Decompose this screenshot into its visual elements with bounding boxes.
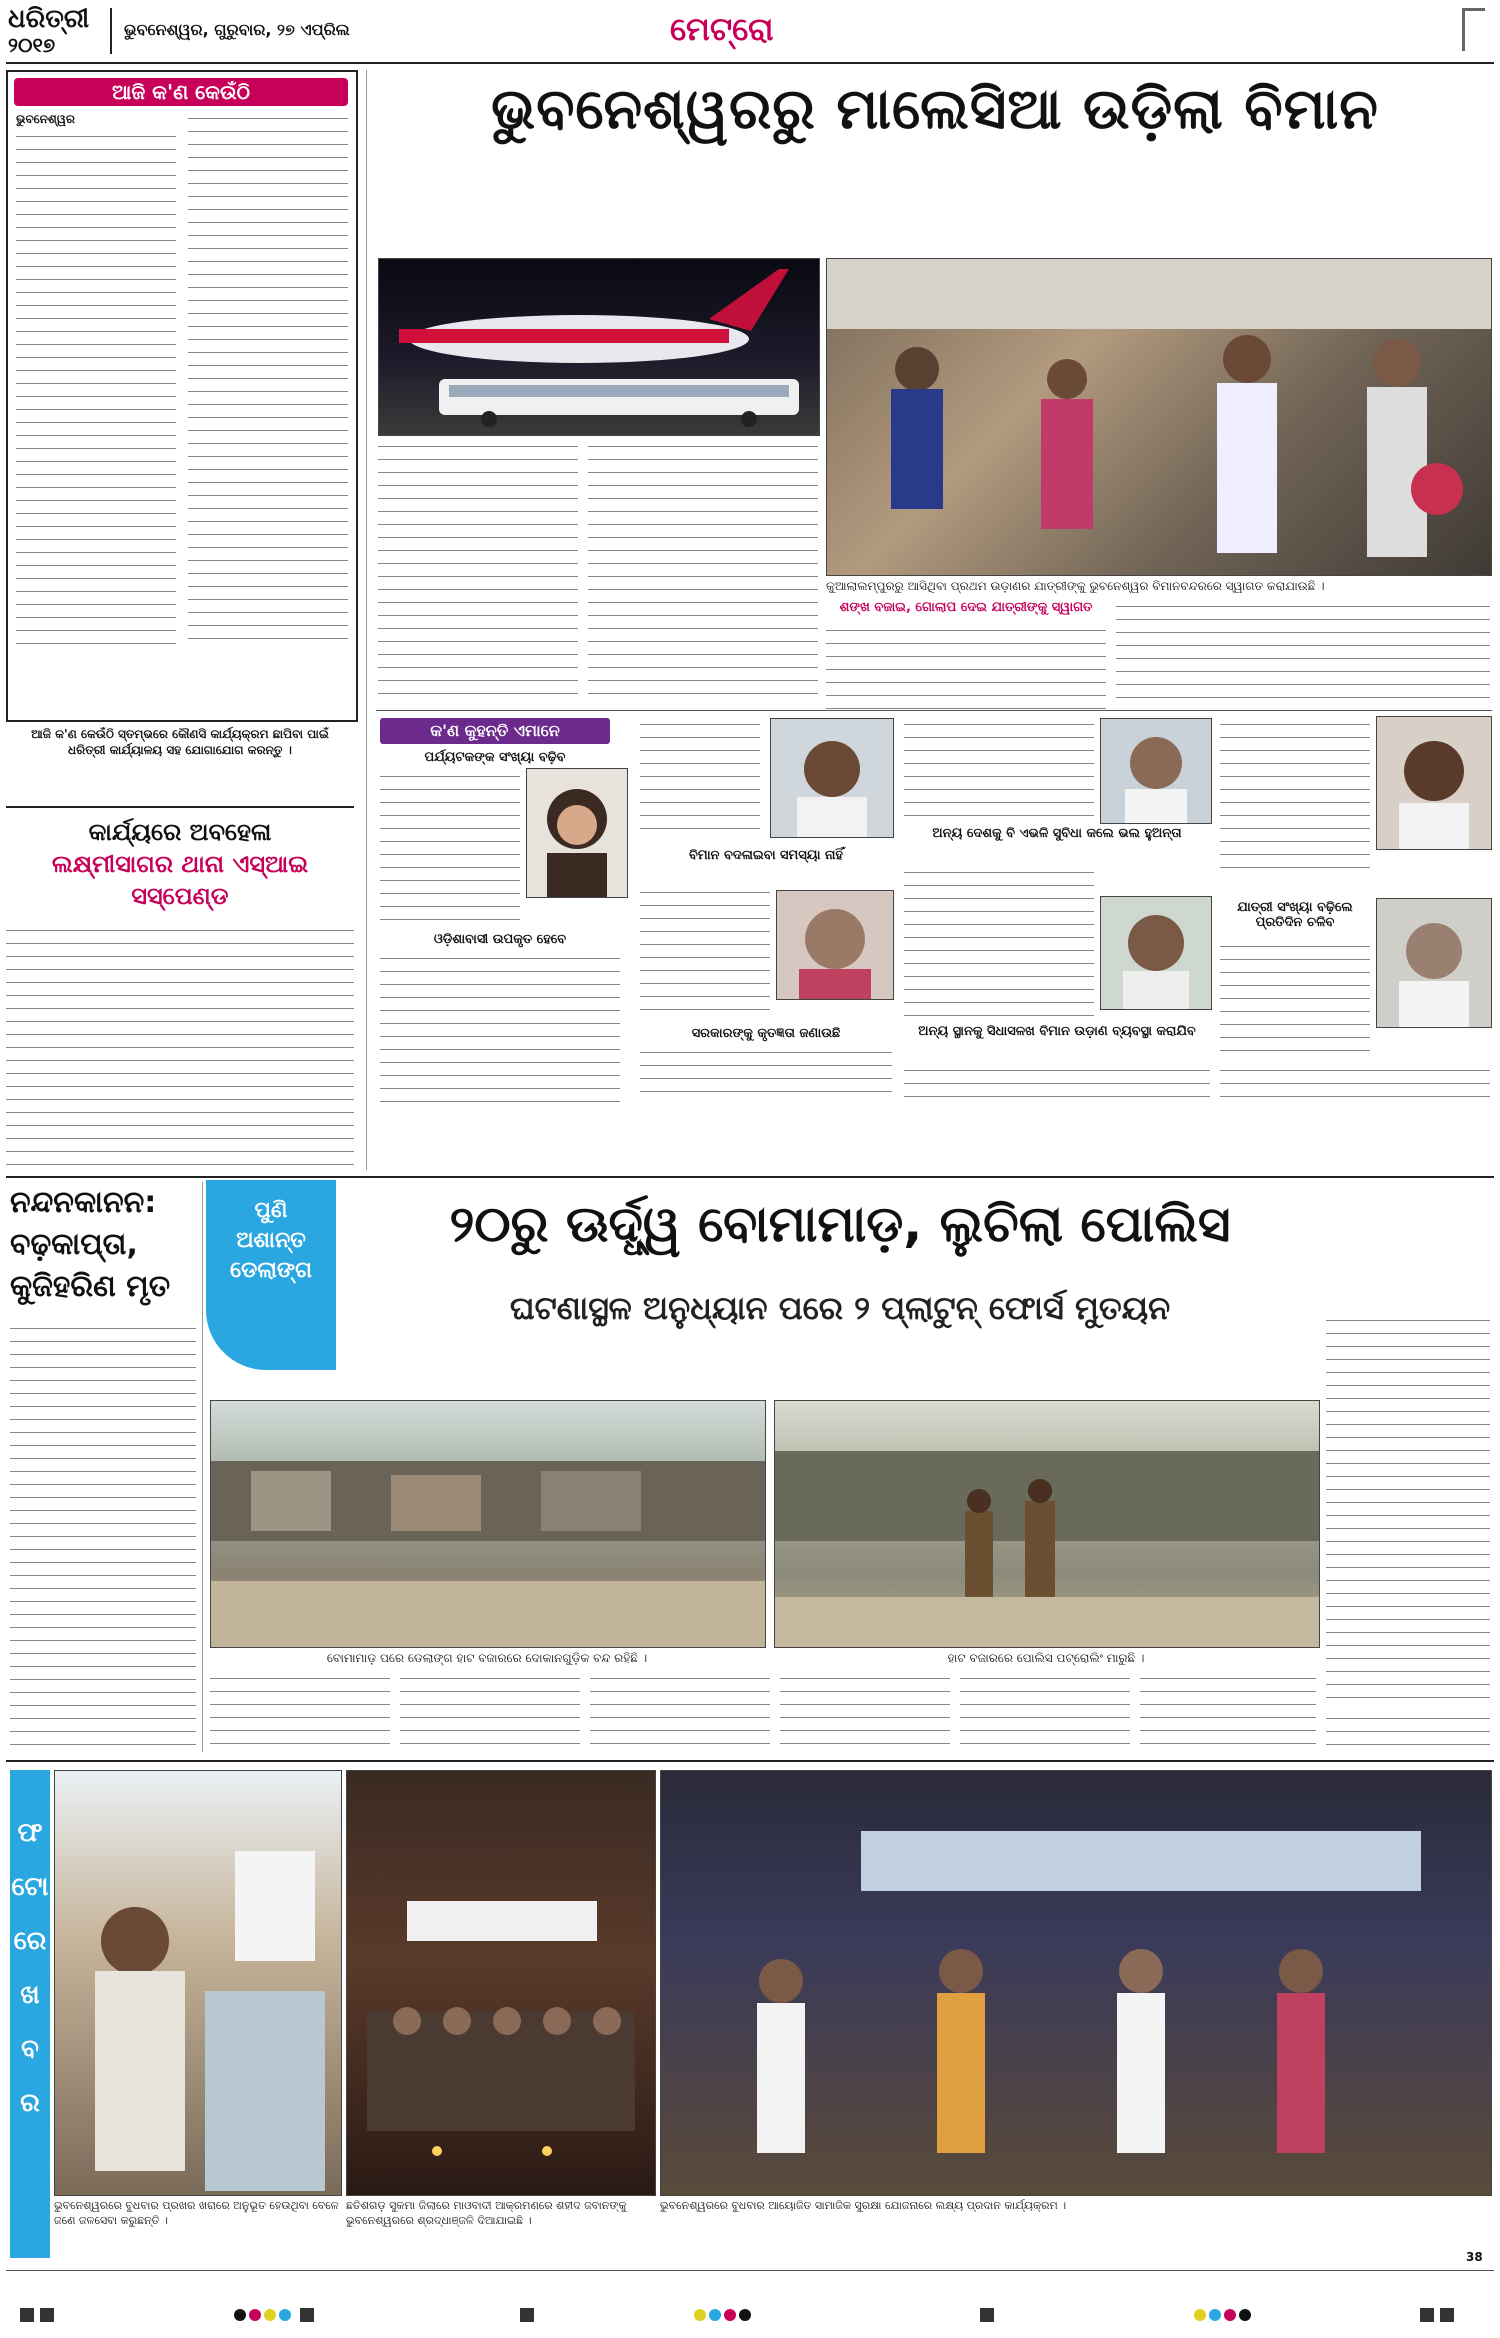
bomb-body-col-2 xyxy=(400,1672,580,1752)
nandankanan-body xyxy=(10,1322,196,1750)
bomb-body-col-7 xyxy=(1326,1712,1490,1752)
suspend-headline: ଲକ୍ଷ୍ମୀସାଗର ଥାନା ଏସ୍‌ଆଇ ସସ୍‌ପେଣ୍ଡ xyxy=(51,850,309,910)
quote-subhead-4: ଯାତ୍ରୀ ସଂଖ୍ୟା ବଢ଼ିଲେ ପ୍ରତିଦିନ ଚଳିବ xyxy=(1237,900,1353,930)
closed-market-photo xyxy=(210,1400,766,1648)
airplane-illustration xyxy=(379,259,819,435)
bomb-subheadline: ଘଟଣାସ୍ଥଳ ଅନୁଧ୍ୟାନ ପରେ ୨ ପ୍ଲାଟୁନ୍ ଫୋର୍ସ ମୁତୟନ xyxy=(509,1289,1171,1327)
candle-tribute-photo xyxy=(346,1770,656,2196)
logo-year: ୨୦୧୭ xyxy=(8,33,56,57)
portrait-man-2 xyxy=(1100,718,1212,824)
quote-body-1 xyxy=(380,770,520,930)
photo-feature-char-4: ଖ xyxy=(20,1980,40,2010)
suspend-story xyxy=(6,816,354,1160)
crowd-illustration xyxy=(827,259,1491,575)
bomb-body-col-5 xyxy=(960,1672,1130,1752)
quote-body-5 xyxy=(380,952,620,1102)
logo xyxy=(8,4,108,56)
quote-subhead-7: ଅନ୍ୟ ସ୍ଥାନକୁ ସିଧାସଳଖ ବିମାନ ଉଡ଼ାଣ ବ୍ୟବସ୍ଥା କରାଯିବ xyxy=(918,1024,1196,1039)
quote-subhead-5: ଓଡ଼ିଶାବାସୀ ଉପକୃତ ହେବେ xyxy=(433,932,567,947)
bomb-tag xyxy=(206,1180,336,1370)
nandankanan-headline-1: ନନ୍ଦନକାନନ: xyxy=(10,1185,157,1220)
print-register-marks xyxy=(0,2300,1500,2330)
quote-body-4c xyxy=(1220,1064,1490,1102)
portrait-woman-2 xyxy=(776,890,894,1000)
lead-body-col-4 xyxy=(1116,600,1490,716)
police-patrol-caption: ହାଟ ବଜାରରେ ପୋଲିସ ପଟ୍ରୋଲିଂ ମାରୁଛି । xyxy=(947,1651,1145,1665)
events-text-col-2 xyxy=(188,112,348,650)
photo-feature-char-3: ରେ xyxy=(13,1926,47,1956)
nandankanan-headline-2: ବଢ଼କାପ୍ତା, xyxy=(10,1227,138,1262)
suspend-kicker: କାର୍ଯ୍ୟରେ ଅବହେଳା xyxy=(88,818,272,846)
nandankanan-headline-3: କୁଜିହରିଣ ମୃତ xyxy=(10,1269,171,1304)
lead-subhead-1: ଶଙ୍ଖ ବଜାଇ, ଗୋଲାପ ଦେଇ ଯାତ୍ରୀଙ୍କୁ ସ୍ୱାଗତ xyxy=(839,600,1093,615)
nandankanan-headline xyxy=(10,1182,196,1308)
welcome-caption: କୁଆଲାଲମ୍ପୁରରୁ ଆସିଥିବା ପ୍ରଥମ ଉଡ଼ାଣର ଯାତ୍ରୀଙ୍କୁ ଭୁବନେଶ୍ୱର ବିମାନବନ୍ଦରରେ ସ୍ୱାଗତ କରାଯାଉଛି । xyxy=(826,579,1325,593)
events-text-col-1 xyxy=(16,130,176,650)
photo-feature-char-5: ବ xyxy=(21,2034,39,2064)
photo-feature-char-2: ଟୋ xyxy=(11,1872,49,1902)
photo-feature-char-1: ଫ xyxy=(17,1818,43,1848)
bomb-tag-text: ପୁଣି ଅଶାନ୍ତ ଡେଲାଙ୍ଗ xyxy=(230,1198,312,1283)
closed-market-caption: ବୋମାମାଡ଼ ପରେ ଡେଲାଙ୍ଗ ହାଟ ବଜାରରେ ଦୋକାନଗୁଡ଼ିକ ବନ୍ଦ ରହିଛି । xyxy=(326,1651,648,1665)
portrait-man-3 xyxy=(1100,896,1212,1010)
quote-subhead-6: ସରକାରଙ୍କୁ କୃତଜ୍ଞତା ଜଣାଉଛି xyxy=(691,1026,841,1041)
corner-mark xyxy=(1462,8,1485,51)
quote-body-2b xyxy=(640,886,770,1022)
masthead xyxy=(0,0,1500,66)
quotes-kicker: କ'ଣ କୁହନ୍ତି ଏମାନେ xyxy=(380,718,610,744)
lead-headline: ଭୁବନେଶ୍ୱରରୁ ମାଲେସିଆ ଉଡ଼ିଲା ବିମାନ xyxy=(491,77,1379,142)
water-service-photo xyxy=(54,1770,342,2196)
water-service-caption: ଭୁବନେଶ୍ୱରରେ ବୁଧବାର ପ୍ରଖର ଖରାରେ ଅନୁଭୂତ ହେଉଥିବା ବେଳେ ଜଣେ ଜଳସେବା କରୁଛନ୍ତି । xyxy=(54,2199,339,2227)
section-title: ମେଟ୍ରୋ xyxy=(670,10,774,48)
bomb-body-right xyxy=(1326,1314,1490,1708)
bomb-body-col-6 xyxy=(1140,1672,1316,1752)
logo-text: ଧରିତ୍ରୀ xyxy=(8,4,90,34)
dateline: ଭୁବନେଶ୍ୱର, ଗୁରୁବାର, ୨୭ ଏପ୍ରିଲ xyxy=(124,20,350,39)
page-number: 38 xyxy=(1466,2250,1483,2264)
quote-body-7 xyxy=(904,1064,1210,1102)
bomb-body-col-4 xyxy=(780,1672,950,1752)
quote-body-6 xyxy=(640,1046,892,1102)
portrait-woman-1 xyxy=(526,768,628,898)
bomb-body-col-3 xyxy=(590,1672,770,1752)
portrait-man-4 xyxy=(1376,716,1492,850)
quote-body-3a xyxy=(904,718,1094,818)
suspend-body xyxy=(6,924,354,1186)
candle-tribute-caption: ଛତିଶଗଡ଼ ସୁକମା ଜିଲାରେ ମାଓବାଦୀ ଆକ୍ରମଣରେ ଶହୀଦ ଜବାନଙ୍କୁ ଭୁବନେଶ୍ୱରରେ ଶ୍ରଦ୍ଧାଞ୍ଜଳି ଦିଆଯାଇଛି । xyxy=(346,2199,627,2227)
quote-body-2a xyxy=(640,718,760,830)
quote-body-4a xyxy=(1220,718,1370,868)
photo-feature-char-6: ର xyxy=(20,2088,40,2118)
lead-body-col-2 xyxy=(588,440,818,700)
portrait-man-1 xyxy=(770,718,894,838)
quote-subhead-1: ପର୍ଯ୍ୟଟକଙ୍କ ସଂଖ୍ୟା ବଢ଼ିବ xyxy=(424,750,566,765)
quote-body-3b xyxy=(904,866,1094,1016)
bomb-body-col-1 xyxy=(210,1672,390,1752)
photo-feature-label xyxy=(10,1770,50,2258)
events-box-title: ଆଜି କ'ଣ କେଉଁଠି xyxy=(14,78,348,106)
portrait-man-5 xyxy=(1376,898,1492,1028)
events-note: ଆଜି କ'ଣ କେଉଁଠି ସ୍ତମ୍ଭରେ କୌଣସି କାର୍ଯ୍ୟକ୍ରମ ଛାପିବା ପାଇଁ ଧରିତ୍ରୀ କାର୍ଯ୍ୟାଳୟ ସହ ଯୋଗାଯୋଗ କରନ୍ତୁ । xyxy=(31,727,329,757)
welcome-photo xyxy=(826,258,1492,576)
bomb-headline: ୨୦ରୁ ଊର୍ଦ୍ଧ୍ୱ ବୋମାମାଡ଼, ଲୁଚିଲା ପୋଲିସ xyxy=(449,1195,1231,1253)
lead-body-col-1 xyxy=(378,440,578,700)
lead-body-col-3 xyxy=(826,624,1106,716)
social-security-photo xyxy=(660,1770,1492,2196)
events-box xyxy=(6,70,358,722)
airplane-photo xyxy=(378,258,820,436)
police-patrol-photo xyxy=(774,1400,1320,1648)
events-city-label: ଭୁବନେଶ୍ୱର xyxy=(16,112,75,126)
quote-subhead-3: ଅନ୍ୟ ଦେଶକୁ ବି ଏଭଳି ସୁବିଧା କଲେ ଭଲ ହୁଅନ୍ତା xyxy=(932,826,1182,841)
quote-subhead-2: ବିମାନ ବଦଳାଇବା ସମସ୍ୟା ନାହିଁ xyxy=(689,848,843,863)
social-security-caption: ଭୁବନେଶ୍ୱରରେ ବୁଧବାର ଆୟୋଜିତ ସାମାଜିକ ସୁରକ୍ଷା ଯୋଜନାରେ ଲକ୍ଷ୍ୟ ପ୍ରଦାନ କାର୍ଯ୍ୟକ୍ରମ । xyxy=(660,2199,1067,2212)
color-registration-bar xyxy=(0,2300,1500,2330)
quote-body-4b xyxy=(1220,940,1370,1060)
